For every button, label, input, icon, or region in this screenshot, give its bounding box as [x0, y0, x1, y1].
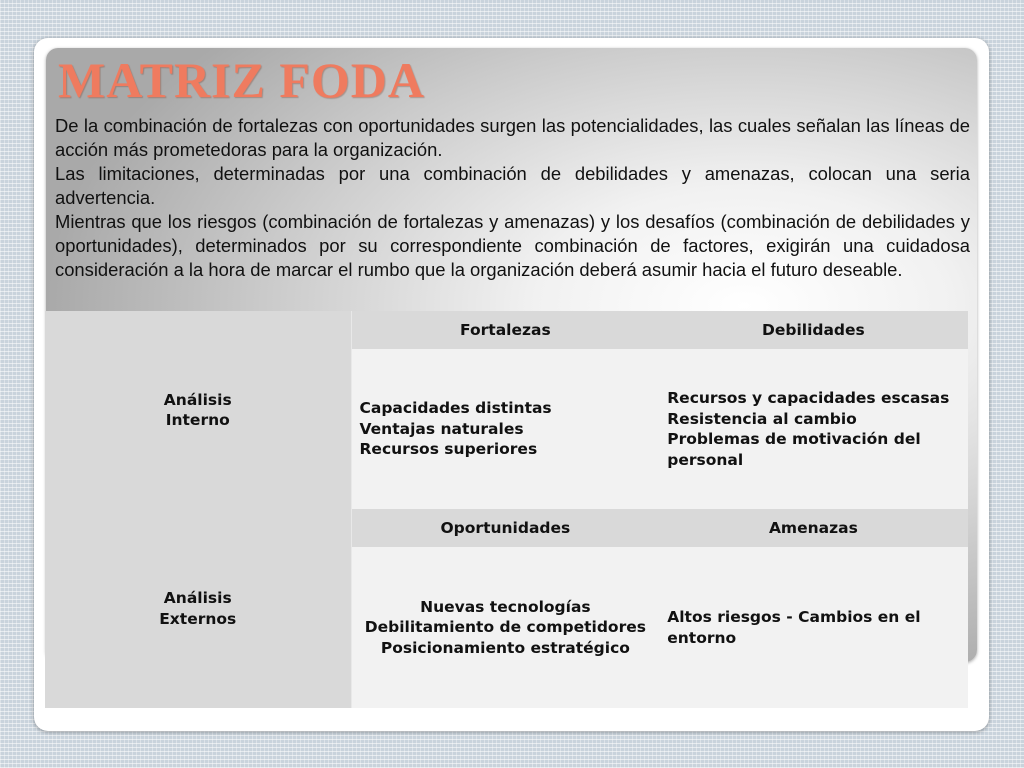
- oportunidad-item: Posicionamiento estratégico: [380, 638, 630, 657]
- analisis-externos-label: [45, 509, 351, 708]
- oportunidades-cell: [351, 547, 659, 708]
- debilidades-header: Debilidades: [659, 311, 967, 349]
- paragraph-limitaciones: Las limitaciones, determinadas por una combinación de debilidades y amenazas, colocan una seria advertencia.: [55, 163, 970, 208]
- oportunidades-header: Oportunidades: [351, 509, 659, 547]
- analisis-externos-line-1: Análisis: [163, 589, 232, 607]
- oportunidad-item: Nuevas tecnologías: [420, 597, 591, 616]
- amenazas-cell: [659, 547, 967, 708]
- amenazas-header: Amenazas: [659, 509, 967, 547]
- debilidad-item: Recursos y capacidades escasas: [667, 389, 950, 407]
- paragraph-riesgos-desafios: Mientras que los riesgos (combinación de fortalezas y amenazas) y los desafíos (combinación de debilidades y oportunidades), determinados por su correspondiente combinación de factores, exigirán una cuidadosa consideración a la hora de marcar el rumbo que la organización deberá asumir hacia el futuro deseable.: [55, 211, 970, 280]
- fortalezas-cell: [351, 349, 659, 509]
- debilidades-cell: [659, 349, 967, 509]
- fortaleza-item: Recursos superiores: [359, 440, 538, 459]
- analisis-interno-line-1: Análisis: [163, 390, 232, 409]
- fortaleza-item: Ventajas naturales: [359, 419, 524, 438]
- oportunidad-item: Debilitamiento de competidores: [364, 618, 646, 637]
- fortalezas-header: Fortalezas: [351, 311, 659, 349]
- analisis-interno-label: [45, 311, 351, 509]
- fortaleza-item: Capacidades distintas: [359, 399, 552, 418]
- foda-matrix-table: [45, 311, 968, 708]
- paragraph-potencialidades: De la combinación de fortalezas con oportunidades surgen las potencialidades, las cuales señalan las líneas de acción más prometedoras para la organización.: [55, 115, 970, 160]
- slide-title: MATRIZ FODA: [58, 52, 426, 108]
- table-row-external-header: [45, 509, 968, 547]
- table-row-internal-header: [45, 311, 968, 349]
- analisis-interno-line-2: Interno: [165, 411, 230, 429]
- debilidad-item: Resistencia al cambio: [667, 409, 857, 428]
- intro-text: [55, 114, 970, 282]
- debilidad-item: Problemas de motivación del personal: [667, 430, 921, 469]
- analisis-externos-line-2: Externos: [159, 609, 237, 628]
- amenaza-item: Altos riesgos - Cambios en el entorno: [667, 608, 921, 647]
